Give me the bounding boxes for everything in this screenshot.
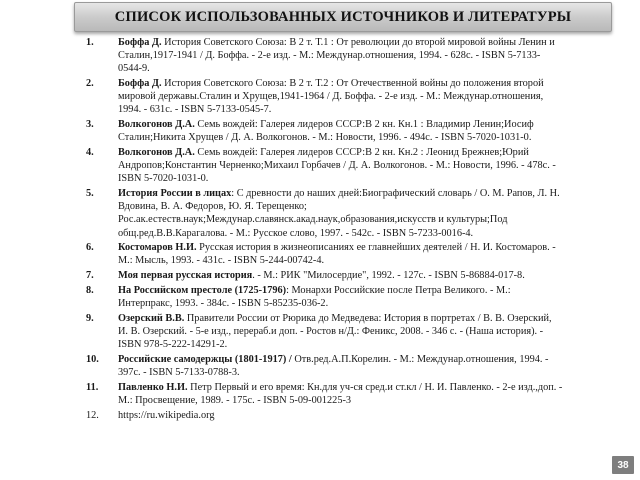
reference-number: 7. (86, 270, 94, 282)
reference-item (86, 187, 564, 240)
reference-body (118, 36, 564, 75)
reference-author: Костомаров Н.И. (118, 242, 197, 254)
reference-body (118, 353, 564, 379)
reference-author: Озерский В.В. (118, 312, 185, 324)
reference-author: Волкогонов Д.А. (118, 147, 195, 159)
reference-item (86, 284, 564, 310)
reference-item (86, 36, 564, 75)
reference-number: 4. (86, 147, 94, 159)
reference-body (118, 118, 564, 144)
reference-text: Правители России от Рюрика до Медведева: История в портретах / В. В. Озерский, И. В. Озерский. - 5-е изд., перераб.и доп. - Ростов н/Д.: Феникс, 2008. - 346 с. - (Наша история). - ISBN 978-5-222-14291-2. (118, 312, 552, 351)
reference-body (118, 284, 564, 310)
reference-title: На Российском престоле (1725-1796) (118, 284, 287, 296)
reference-body (118, 269, 564, 282)
reference-item (86, 146, 564, 185)
reference-text: Отв.ред.А.П.Корелин. - М.: Междунар.отношения, 1994. - 397с. - ISBN 5-7133-0788-3. (118, 353, 549, 379)
reference-number: 11. (86, 381, 99, 393)
reference-title: История России в лицах (118, 188, 232, 200)
reference-item (86, 312, 564, 351)
reference-text: : Монархи Российские после Петра Великого. - М.: Интерпракс, 1993. - 384с. - ISBN 5-85235-036-2. (118, 284, 511, 310)
reference-text: : С древности до наших дней:Биографический словарь / О. М. Рапов, Л. Н. Вдовина, В. А. Федоров, Ю. Я. Терещенко; Рос.ак.естеств.наук;Междунар.славянск.акад.наук,образования,искусств и культуры;Под общ.ред.В.В.Карагалова. - М.: Русское слово, 1997. - 542с. - ISBN 5-7233-0016-4. (118, 188, 560, 239)
reference-number: 9. (86, 312, 94, 324)
reference-item (86, 77, 564, 116)
reference-body (118, 146, 564, 185)
reference-item (86, 269, 564, 282)
reference-number: 12. (86, 409, 99, 421)
reference-body (118, 241, 564, 267)
reference-author: Боффа Д. (118, 78, 162, 90)
reference-body (118, 409, 564, 422)
page-number-badge: 38 (612, 456, 634, 474)
reference-number: 10. (86, 353, 99, 365)
reference-list (86, 36, 564, 424)
title-bar (74, 2, 612, 32)
reference-body (118, 187, 564, 240)
reference-link[interactable]: https://ru.wikipedia.org (118, 409, 215, 421)
reference-number: 1. (86, 37, 94, 48)
reference-text: . - М.: РИК "Милосердие", 1992. - 127с. - ISBN 5-86884-017-8. (252, 270, 525, 282)
reference-number: 5. (86, 188, 94, 200)
reference-author: Волкогонов Д.А. (118, 119, 195, 131)
reference-text: История Советского Союза: В 2 т. Т.1 : От революции до второй мировой войны Ленин и Сталин,1917-1941 / Д. Боффа. - 2-е изд. - М.: Междунар.отношения, 1994. - 628с. - ISBN 5-7133-0544-9. (118, 37, 555, 75)
reference-number: 2. (86, 78, 94, 90)
reference-title: Моя первая русская история (118, 270, 253, 282)
reference-text: Петр Первый и его время: Кн.для уч-ся сред.и ст.кл / Н. И. Павленко. - 2-е изд.,доп. - М.: Просвещение, 1989. - 175с. - ISBN 5-09-001225-3 (118, 381, 563, 406)
reference-author: Павленко Н.И. (118, 381, 188, 393)
reference-body (118, 77, 564, 116)
reference-title: Российские самодержцы (1801-1917) / (118, 353, 292, 365)
reference-item (86, 409, 564, 422)
reference-item (86, 241, 564, 267)
reference-number: 6. (86, 242, 94, 254)
reference-author: Боффа Д. (118, 37, 162, 48)
reference-item (86, 381, 564, 407)
reference-item (86, 353, 564, 379)
reference-body (118, 312, 564, 351)
reference-text: Семь вождей: Галерея лидеров СССР:В 2 кн. Кн.1 : Владимир Ленин;Иосиф Сталин;Никита Хрущев / Д. А. Волкогонов. - М.: Новости, 1996. - 494с. - ISBN 5-7020-1031-0. (118, 119, 534, 144)
reference-text: Русская история в жизнеописаниях ее главнейших деятелей / Н. И. Костомаров. - М.: Мысль, 1993. - 431с. - ISBN 5-244-00742-4. (118, 242, 556, 267)
reference-number: 8. (86, 284, 94, 296)
reference-body (118, 381, 564, 407)
reference-text: История Советского Союза: В 2 т. Т.2 : От Отечественной войны до положения второй мировой державы.Сталин и Хрущев,1941-1964 / Д. Боффа. - 2-е изд. - М.: Междунар.отношения, 1994. - 631с. - ISBN 5-7133-0545-7. (118, 78, 544, 116)
page-title: СПИСОК ИСПОЛЬЗОВАННЫХ ИСТОЧНИКОВ И ЛИТЕРАТУРЫ (114, 8, 572, 25)
reference-number: 3. (86, 119, 94, 131)
reference-text: Семь вождей: Галерея лидеров СССР:В 2 кн. Кн.2 : Леонид Брежнев;Юрий Андропов;Константин Черненко;Михаил Горбачев / Д. А. Волкогонов. - М.: Новости, 1996. - 478с. - ISBN 5-7020-1031-0. (118, 147, 556, 185)
reference-item (86, 118, 564, 144)
